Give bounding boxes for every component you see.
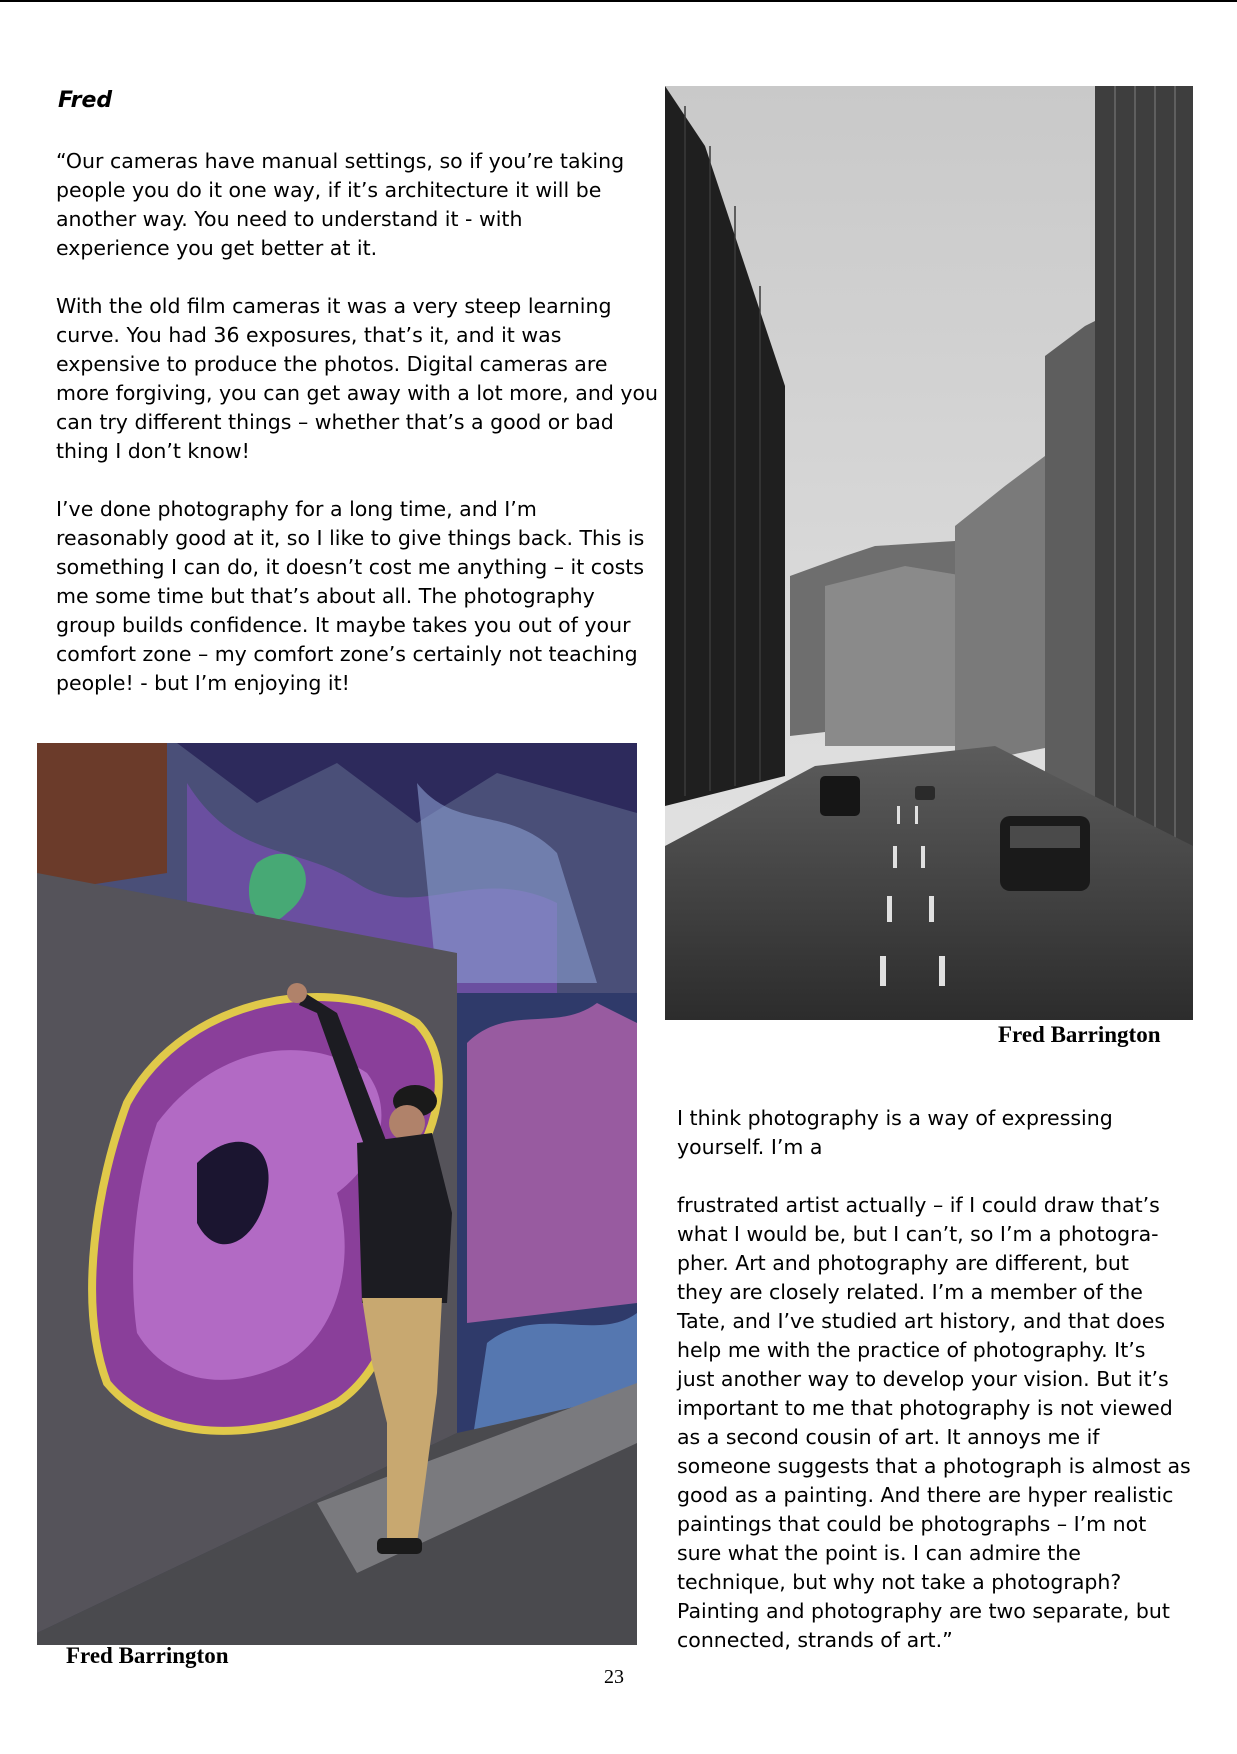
text-line: thing I don’t know! <box>56 439 250 463</box>
text-line: me some time but that’s about all. The photography <box>56 584 595 608</box>
text-line: what I would be, but I can’t, so I’m a photogra- <box>677 1222 1159 1246</box>
text-line: expensive to produce the photos. Digital cameras are <box>56 352 608 376</box>
text-line: comfort zone – my comfort zone’s certainly not teaching <box>56 642 638 666</box>
text-line: curve. You had 36 exposures, that’s it, and it was <box>56 323 562 347</box>
text-line: Tate, and I’ve studied art history, and that does <box>677 1309 1166 1333</box>
text-line: yourself. I’m a <box>677 1135 823 1159</box>
text-line: good as a painting. And there are hyper realistic <box>677 1483 1174 1507</box>
text-line: something I can do, it doesn’t cost me anything – it costs <box>56 555 645 579</box>
text-line: reasonably good at it, so I like to give things back. This is <box>56 526 645 550</box>
text-line: someone suggests that a photograph is almost as <box>677 1454 1191 1478</box>
text-line: I think photography is a way of expressing <box>677 1106 1113 1130</box>
street-photo-caption: Fred Barrington <box>998 1022 1161 1047</box>
text-line: Painting and photography are two separate, but <box>677 1599 1170 1623</box>
text-line: paintings that could be photographs – I’m not <box>677 1512 1147 1536</box>
left-paragraph-1 <box>56 147 646 263</box>
text-line: just another way to develop your vision. But it’s <box>677 1367 1169 1391</box>
text-line: can try different things – whether that’s a good or bad <box>56 410 614 434</box>
text-line: another way. You need to understand it - with <box>56 207 523 231</box>
page-number: 23 <box>604 1666 624 1688</box>
text-line: as a second cousin of art. It annoys me if <box>677 1425 1100 1449</box>
text-line: connected, strands of art.” <box>677 1628 953 1652</box>
text-line: With the old film cameras it was a very steep learning <box>56 294 612 318</box>
text-line: “Our cameras have manual settings, so if you’re taking <box>56 149 625 173</box>
left-paragraph-3 <box>56 495 646 698</box>
article-heading: Fred <box>58 88 113 113</box>
top-rule <box>0 0 1237 2</box>
text-line: technique, but why not take a photograph? <box>677 1570 1122 1594</box>
right-paragraph-2 <box>677 1191 1197 1655</box>
text-line: I’ve done photography for a long time, and I’m <box>56 497 537 521</box>
text-line: frustrated artist actually – if I could draw that’s <box>677 1193 1160 1217</box>
text-line: people! - but I’m enjoying it! <box>56 671 350 695</box>
right-paragraph-1 <box>677 1104 1197 1162</box>
text-line: they are closely related. I’m a member of the <box>677 1280 1143 1304</box>
text-line: important to me that photography is not viewed <box>677 1396 1173 1420</box>
text-line: group builds confidence. It maybe takes you out of your <box>56 613 631 637</box>
text-line: sure what the point is. I can admire the <box>677 1541 1081 1565</box>
text-line: more forgiving, you can get away with a lot more, and you <box>56 381 659 405</box>
left-paragraph-2 <box>56 292 659 466</box>
graffiti-photo <box>37 743 637 1645</box>
text-line: experience you get better at it. <box>56 236 378 260</box>
text-line: help me with the practice of photography. It’s <box>677 1338 1146 1362</box>
street-photo <box>665 86 1193 1020</box>
text-line: pher. Art and photography are different, but <box>677 1251 1129 1275</box>
text-line: people you do it one way, if it’s architecture it will be <box>56 178 602 202</box>
graffiti-photo-caption: Fred Barrington <box>66 1643 229 1668</box>
